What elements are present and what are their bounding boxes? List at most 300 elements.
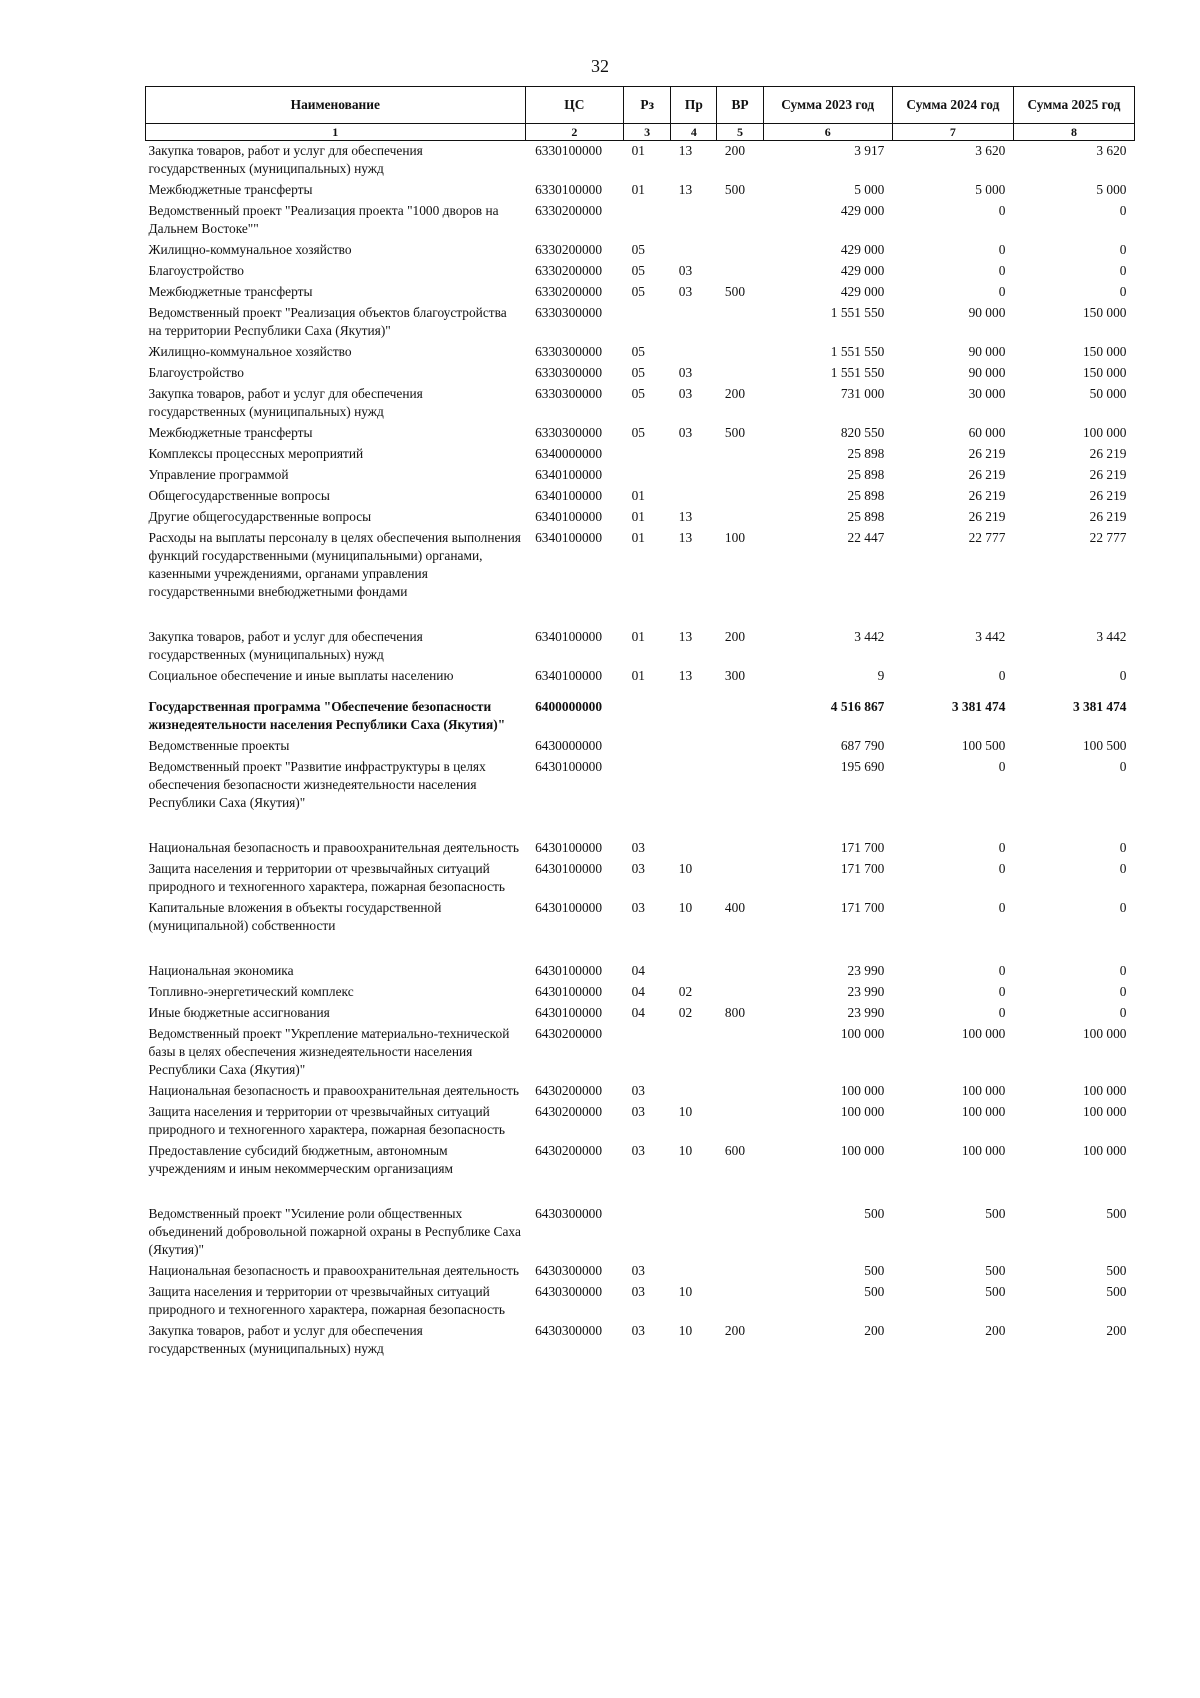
row-vr (717, 961, 763, 982)
row-sum-2023: 25 898 (847, 467, 885, 482)
row-sum-2025: 26 219 (1089, 467, 1127, 482)
header-name: Наименование (146, 87, 526, 124)
column-index: 7 (892, 124, 1013, 141)
row-sum-2024: 0 (998, 263, 1006, 278)
header-rz: Рз (624, 87, 671, 124)
row-vr (717, 507, 763, 528)
table-row (146, 898, 1135, 961)
table-row (146, 1081, 1135, 1102)
row-vr: 200 (724, 629, 746, 644)
row-name: Защита населения и территории от чрезвычайных ситуаций природного и техногенного характера, пожарная безопасность (148, 1284, 505, 1317)
row-rz: 01 (631, 488, 645, 503)
row-sum-2023: 429 000 (840, 284, 885, 299)
row-sum-2024: 0 (998, 900, 1006, 915)
row-sum-2025: 0 (1119, 900, 1127, 915)
row-sum-2024: 90 000 (968, 344, 1006, 359)
row-vr (717, 363, 763, 384)
row-rz: 01 (631, 182, 645, 197)
row-sum-2023: 820 550 (840, 425, 885, 440)
row-rz: 05 (631, 242, 645, 257)
row-name: Закупка товаров, работ и услуг для обеспечения государственных (муниципальных) нужд (148, 1323, 423, 1356)
row-name: Защита населения и территории от чрезвычайных ситуаций природного и техногенного характера, пожарная безопасность (148, 1104, 505, 1137)
row-pr: 03 (678, 263, 693, 278)
row-sum-2025: 5 000 (1096, 182, 1127, 197)
row-name: Ведомственный проект "Усиление роли общественных объединений добровольной пожарной охраны в Республике Саха (Якутия)" (148, 1206, 521, 1257)
row-sum-2024: 26 219 (968, 467, 1006, 482)
row-rz (624, 697, 671, 736)
row-name: Национальная безопасность и правоохранительная деятельность (148, 1263, 519, 1278)
row-sum-2025: 100 500 (1082, 738, 1127, 753)
row-cs: 6430200000 (535, 1104, 603, 1119)
row-sum-2024: 500 (985, 1263, 1006, 1278)
row-name: Жилищно-коммунальное хозяйство (148, 242, 352, 257)
column-index: 5 (717, 124, 763, 141)
row-rz: 04 (631, 984, 645, 999)
row-name: Благоустройство (148, 263, 244, 278)
row-vr (717, 1081, 763, 1102)
row-sum-2023: 429 000 (840, 263, 885, 278)
row-pr: 10 (678, 1104, 693, 1119)
table-row (146, 1141, 1135, 1204)
row-rz: 03 (631, 840, 645, 855)
row-cs: 6330300000 (535, 365, 603, 380)
table-row (146, 363, 1135, 384)
row-rz: 05 (631, 344, 645, 359)
row-sum-2024: 3 442 (975, 629, 1006, 644)
table-row (146, 1282, 1135, 1321)
row-pr (671, 838, 717, 859)
row-sum-2023: 171 700 (840, 900, 885, 915)
row-sum-2025: 3 381 474 (1072, 699, 1127, 714)
row-vr (717, 697, 763, 736)
row-cs: 6330300000 (535, 305, 603, 320)
row-vr (717, 342, 763, 363)
row-pr (671, 486, 717, 507)
row-sum-2024: 0 (998, 840, 1006, 855)
table-body (146, 141, 1135, 1361)
row-vr: 600 (724, 1143, 746, 1158)
row-rz: 03 (631, 1143, 645, 1158)
row-vr: 300 (724, 668, 746, 683)
column-index: 4 (671, 124, 717, 141)
row-sum-2025: 3 620 (1096, 143, 1127, 158)
table-row (146, 1024, 1135, 1081)
row-sum-2025: 0 (1119, 840, 1127, 855)
header-sum-2024: Сумма 2024 год (892, 87, 1013, 124)
row-vr (717, 1024, 763, 1081)
row-vr (717, 736, 763, 757)
row-vr (717, 757, 763, 838)
row-rz: 03 (631, 1263, 645, 1278)
row-pr (671, 1204, 717, 1261)
row-vr: 800 (724, 1005, 746, 1020)
row-name: Управление программой (148, 467, 289, 482)
row-sum-2023: 23 990 (847, 963, 885, 978)
row-vr (717, 486, 763, 507)
row-sum-2023: 4 516 867 (830, 699, 885, 714)
header-sum-2025: Сумма 2025 год (1013, 87, 1134, 124)
table-row (146, 1003, 1135, 1024)
row-name: Ведомственный проект "Реализация проекта "1000 дворов на Дальнем Востоке"" (148, 203, 499, 236)
row-sum-2023: 731 000 (840, 386, 885, 401)
row-cs: 6430100000 (535, 840, 603, 855)
row-cs: 6330200000 (535, 263, 603, 278)
row-cs: 6430300000 (535, 1263, 603, 1278)
row-sum-2023: 200 (864, 1323, 885, 1338)
row-pr: 02 (678, 984, 693, 999)
table-row (146, 486, 1135, 507)
row-sum-2023: 500 (864, 1263, 885, 1278)
row-rz: 05 (631, 425, 645, 440)
row-sum-2025: 0 (1119, 668, 1127, 683)
row-rz (624, 736, 671, 757)
row-pr: 03 (678, 425, 693, 440)
row-sum-2025: 100 000 (1082, 1104, 1127, 1119)
row-rz: 01 (631, 143, 645, 158)
row-sum-2024: 100 000 (961, 1026, 1006, 1041)
row-name: Жилищно-коммунальное хозяйство (148, 344, 352, 359)
row-rz (624, 1204, 671, 1261)
table-row (146, 1321, 1135, 1360)
row-vr (717, 465, 763, 486)
table-row (146, 757, 1135, 838)
row-name: Иные бюджетные ассигнования (148, 1005, 330, 1020)
row-sum-2023: 195 690 (840, 759, 885, 774)
row-sum-2023: 171 700 (840, 840, 885, 855)
row-sum-2025: 0 (1119, 284, 1127, 299)
row-vr: 100 (724, 530, 746, 545)
row-sum-2025: 50 000 (1089, 386, 1127, 401)
row-pr (671, 303, 717, 342)
table-row (146, 961, 1135, 982)
row-cs: 6430000000 (535, 738, 603, 753)
row-cs: 6400000000 (535, 699, 603, 714)
row-sum-2025: 150 000 (1082, 365, 1127, 380)
header-vr: ВР (717, 87, 763, 124)
row-rz: 01 (631, 509, 645, 524)
row-vr (717, 982, 763, 1003)
row-name: Комплексы процессных мероприятий (148, 446, 364, 461)
row-rz (624, 757, 671, 838)
row-name: Межбюджетные трансферты (148, 425, 313, 440)
header-sum-2023: Сумма 2023 год (763, 87, 892, 124)
row-pr: 02 (678, 1005, 693, 1020)
row-rz (624, 1024, 671, 1081)
row-name: Общегосударственные вопросы (148, 488, 330, 503)
row-name: Государственная программа "Обеспечение безопасности жизнедеятельности населения Республики Саха (Якутия)" (148, 699, 506, 732)
row-cs: 6340100000 (535, 509, 603, 524)
row-sum-2025: 100 000 (1082, 425, 1127, 440)
row-sum-2025: 0 (1119, 963, 1127, 978)
row-sum-2024: 100 000 (961, 1083, 1006, 1098)
row-cs: 6430100000 (535, 984, 603, 999)
row-pr (671, 342, 717, 363)
row-sum-2023: 9 (877, 668, 885, 683)
table-row (146, 180, 1135, 201)
table-row (146, 261, 1135, 282)
row-vr: 500 (724, 182, 746, 197)
table-row (146, 303, 1135, 342)
row-vr: 500 (724, 284, 746, 299)
row-pr: 10 (678, 1323, 693, 1338)
row-rz: 03 (631, 1284, 645, 1299)
row-sum-2024: 0 (998, 668, 1006, 683)
row-sum-2023: 25 898 (847, 446, 885, 461)
column-index: 3 (624, 124, 671, 141)
row-sum-2024: 26 219 (968, 509, 1006, 524)
row-pr: 03 (678, 386, 693, 401)
row-name: Благоустройство (148, 365, 244, 380)
row-vr (717, 838, 763, 859)
row-sum-2025: 500 (1106, 1284, 1127, 1299)
row-pr: 10 (678, 900, 693, 915)
table-row (146, 507, 1135, 528)
row-name: Ведомственный проект "Укрепление материально-технической базы в целях обеспечения жизнедеятельности населения Республики Саха (Якутия)" (148, 1026, 510, 1077)
row-pr (671, 1081, 717, 1102)
column-index: 1 (146, 124, 526, 141)
table-row (146, 1261, 1135, 1282)
row-rz: 03 (631, 900, 645, 915)
row-vr (717, 261, 763, 282)
row-pr: 03 (678, 284, 693, 299)
row-vr: 400 (724, 900, 746, 915)
table-row (146, 423, 1135, 444)
row-name: Топливно-энергетический комплекс (148, 984, 354, 999)
row-rz (624, 444, 671, 465)
row-sum-2025: 0 (1119, 242, 1127, 257)
row-name: Ведомственные проекты (148, 738, 290, 753)
row-sum-2025: 0 (1119, 861, 1127, 876)
row-cs: 6430300000 (535, 1284, 603, 1299)
row-rz: 03 (631, 1083, 645, 1098)
column-index-row (146, 124, 1135, 141)
row-rz: 03 (631, 1323, 645, 1338)
row-sum-2023: 3 442 (854, 629, 885, 644)
row-rz: 05 (631, 365, 645, 380)
row-pr: 13 (678, 509, 693, 524)
row-sum-2023: 100 000 (840, 1083, 885, 1098)
row-sum-2023: 500 (864, 1206, 885, 1221)
row-cs: 6330100000 (535, 143, 603, 158)
row-sum-2025: 0 (1119, 1005, 1127, 1020)
row-pr: 13 (678, 530, 693, 545)
row-cs: 6430300000 (535, 1323, 603, 1338)
row-pr (671, 201, 717, 240)
row-pr (671, 1261, 717, 1282)
row-sum-2024: 0 (998, 284, 1006, 299)
row-sum-2025: 22 777 (1089, 530, 1127, 545)
row-sum-2023: 429 000 (840, 242, 885, 257)
row-sum-2024: 0 (998, 203, 1006, 218)
row-pr (671, 1024, 717, 1081)
row-sum-2024: 0 (998, 242, 1006, 257)
row-pr: 13 (678, 668, 693, 683)
row-name: Межбюджетные трансферты (148, 284, 313, 299)
column-index: 8 (1013, 124, 1134, 141)
row-cs: 6430200000 (535, 1143, 603, 1158)
table-row (146, 666, 1135, 697)
page-number: 32 (591, 56, 609, 76)
row-rz: 01 (631, 668, 645, 683)
row-vr (717, 444, 763, 465)
row-vr: 200 (724, 386, 746, 401)
row-sum-2023: 100 000 (840, 1104, 885, 1119)
row-sum-2025: 26 219 (1089, 446, 1127, 461)
row-sum-2023: 22 447 (847, 530, 885, 545)
row-rz: 05 (631, 386, 645, 401)
row-rz: 04 (631, 1005, 645, 1020)
row-rz (624, 465, 671, 486)
row-sum-2025: 26 219 (1089, 509, 1127, 524)
row-sum-2023: 429 000 (840, 203, 885, 218)
row-pr (671, 736, 717, 757)
row-cs: 6340100000 (535, 488, 603, 503)
table-row (146, 201, 1135, 240)
row-pr (671, 444, 717, 465)
row-rz: 05 (631, 263, 645, 278)
row-sum-2025: 150 000 (1082, 305, 1127, 320)
row-pr: 13 (678, 182, 693, 197)
row-cs: 6430100000 (535, 900, 603, 915)
table-row (146, 528, 1135, 627)
row-sum-2023: 100 000 (840, 1143, 885, 1158)
table-row (146, 465, 1135, 486)
row-cs: 6430100000 (535, 759, 603, 774)
row-cs: 6340100000 (535, 467, 603, 482)
row-cs: 6430200000 (535, 1083, 603, 1098)
table-row (146, 627, 1135, 666)
row-sum-2024: 100 000 (961, 1143, 1006, 1158)
row-vr (717, 859, 763, 898)
row-sum-2025: 100 000 (1082, 1143, 1127, 1158)
row-sum-2024: 3 620 (975, 143, 1006, 158)
row-pr: 10 (678, 861, 693, 876)
row-cs: 6340100000 (535, 629, 603, 644)
row-sum-2023: 23 990 (847, 1005, 885, 1020)
row-sum-2025: 26 219 (1089, 488, 1127, 503)
header-row (146, 87, 1135, 124)
header-cs: ЦС (525, 87, 623, 124)
row-name: Закупка товаров, работ и услуг для обеспечения государственных (муниципальных) нужд (148, 629, 423, 662)
row-vr (717, 303, 763, 342)
row-sum-2024: 22 777 (968, 530, 1006, 545)
table-header (146, 87, 1135, 141)
row-sum-2023: 23 990 (847, 984, 885, 999)
row-pr: 13 (678, 143, 693, 158)
table-row (146, 444, 1135, 465)
row-name: Расходы на выплаты персоналу в целях обеспечения выполнения функций государственными (муниципальными) органами, казенными учреждениями, органами управления государственными внебюджетными фондами (148, 530, 521, 599)
row-vr (717, 1282, 763, 1321)
row-vr: 500 (724, 425, 746, 440)
row-sum-2023: 5 000 (854, 182, 885, 197)
row-pr (671, 465, 717, 486)
table-row (146, 384, 1135, 423)
row-pr (671, 240, 717, 261)
row-vr: 200 (724, 143, 746, 158)
row-sum-2023: 1 551 550 (830, 305, 885, 320)
table-row (146, 1102, 1135, 1141)
row-name: Закупка товаров, работ и услуг для обеспечения государственных (муниципальных) нужд (148, 143, 423, 176)
row-sum-2024: 26 219 (968, 488, 1006, 503)
row-sum-2024: 0 (998, 963, 1006, 978)
column-index: 6 (763, 124, 892, 141)
row-cs: 6330300000 (535, 386, 603, 401)
row-pr: 10 (678, 1143, 693, 1158)
row-pr (671, 697, 717, 736)
row-cs: 6340100000 (535, 668, 603, 683)
table-row (146, 141, 1135, 181)
table-row (146, 697, 1135, 736)
row-sum-2024: 0 (998, 759, 1006, 774)
row-name: Ведомственный проект "Реализация объектов благоустройства на территории Республики Саха (Якутия)" (148, 305, 507, 338)
row-pr (671, 757, 717, 838)
row-sum-2025: 0 (1119, 984, 1127, 999)
row-vr: 200 (724, 1323, 746, 1338)
row-cs: 6330200000 (535, 242, 603, 257)
row-sum-2023: 1 551 550 (830, 344, 885, 359)
row-sum-2024: 0 (998, 1005, 1006, 1020)
row-sum-2024: 5 000 (975, 182, 1006, 197)
row-sum-2023: 3 917 (854, 143, 885, 158)
row-sum-2024: 200 (985, 1323, 1006, 1338)
row-sum-2025: 500 (1106, 1263, 1127, 1278)
row-cs: 6340100000 (535, 530, 603, 545)
row-rz: 03 (631, 861, 645, 876)
row-vr (717, 201, 763, 240)
row-cs: 6430100000 (535, 963, 603, 978)
row-sum-2023: 100 000 (840, 1026, 885, 1041)
row-sum-2023: 500 (864, 1284, 885, 1299)
row-cs: 6330300000 (535, 425, 603, 440)
row-sum-2025: 3 442 (1096, 629, 1127, 644)
row-sum-2025: 200 (1106, 1323, 1127, 1338)
row-pr: 10 (678, 1284, 693, 1299)
table-row (146, 1204, 1135, 1261)
table-row (146, 859, 1135, 898)
row-sum-2024: 0 (998, 984, 1006, 999)
budget-table (145, 86, 1135, 1360)
row-vr (717, 1204, 763, 1261)
row-vr (717, 240, 763, 261)
row-sum-2025: 0 (1119, 759, 1127, 774)
row-cs: 6330100000 (535, 182, 603, 197)
table-row (146, 240, 1135, 261)
table-row (146, 342, 1135, 363)
row-pr (671, 961, 717, 982)
row-cs: 6330300000 (535, 344, 603, 359)
row-sum-2024: 500 (985, 1284, 1006, 1299)
row-pr: 03 (678, 365, 693, 380)
row-vr (717, 1102, 763, 1141)
row-name: Национальная безопасность и правоохранительная деятельность (148, 1083, 519, 1098)
row-cs: 6340000000 (535, 446, 603, 461)
table-row (146, 838, 1135, 859)
row-rz: 01 (631, 629, 645, 644)
row-name: Защита населения и территории от чрезвычайных ситуаций природного и техногенного характера, пожарная безопасность (148, 861, 505, 894)
table-row (146, 736, 1135, 757)
row-sum-2024: 100 000 (961, 1104, 1006, 1119)
row-sum-2024: 60 000 (968, 425, 1006, 440)
row-name: Закупка товаров, работ и услуг для обеспечения государственных (муниципальных) нужд (148, 386, 423, 419)
row-sum-2025: 0 (1119, 203, 1127, 218)
row-sum-2025: 100 000 (1082, 1026, 1127, 1041)
row-rz: 03 (631, 1104, 645, 1119)
row-name: Национальная экономика (148, 963, 294, 978)
row-name: Другие общегосударственные вопросы (148, 509, 372, 524)
row-sum-2023: 25 898 (847, 488, 885, 503)
row-cs: 6430300000 (535, 1206, 603, 1221)
row-sum-2025: 150 000 (1082, 344, 1127, 359)
